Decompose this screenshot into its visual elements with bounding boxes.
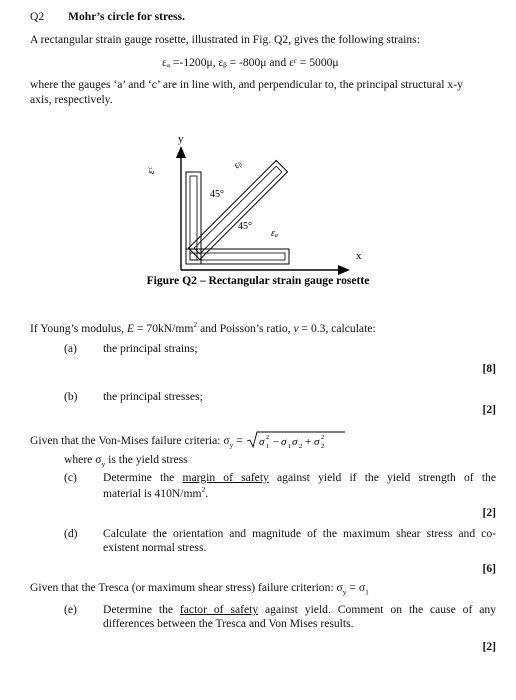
gauge-a-inner: [190, 253, 285, 260]
part-c-text-line2: material is 410N/mm: [103, 486, 202, 500]
part-d-line-2: existent normal stress.: [103, 541, 207, 554]
part-b-label: (b): [64, 390, 78, 403]
svg-text:2: 2: [298, 443, 302, 450]
part-e-line-1: [103, 603, 496, 616]
strain-c: εᶜ = 5000μ: [289, 56, 339, 69]
material-line: [30, 320, 376, 335]
svg-text:1: 1: [265, 443, 269, 450]
figure-caption: Figure Q2 – Rectangular strain gauge rosette: [146, 274, 370, 287]
von-mises-formula: [246, 430, 346, 450]
vm-where-sub: y: [101, 459, 106, 469]
part-c-text-post: against yield if the yield strength of the: [268, 471, 496, 484]
svg-text:σ: σ: [291, 436, 298, 448]
part-a-label: (a): [64, 342, 77, 355]
question-title: Mohr’s circle for stress.: [68, 10, 185, 23]
svg-text:1: 1: [287, 443, 291, 450]
poisson-symbol: ν: [293, 321, 299, 335]
part-e-line-2: differences between the Tresca and Von Mises results.: [103, 617, 354, 630]
vm-intro: Given that the Von-Mises failure criteria: σ: [30, 434, 230, 447]
part-d-label: (d): [64, 527, 78, 540]
svg-text:2: 2: [320, 443, 324, 450]
tresca-criterion: [30, 581, 369, 596]
factor-of-safety-term: factor of safety: [179, 603, 259, 616]
vm-where-2: is the yield stress: [105, 453, 188, 466]
description-line-1: where the gauges ‘a’ and ‘c’ are in line with, and perpendicular to, the principal structural x-y: [30, 78, 463, 91]
material-text-1: If Young’s modulus,: [30, 321, 127, 335]
gauge-b-inner: [194, 166, 282, 254]
vm-sub: y: [229, 440, 234, 450]
gauge-a-label: εₐ: [271, 228, 278, 239]
angle-label-1: 45°: [210, 189, 224, 200]
material-text-4: = 0.3, calculate:: [298, 321, 376, 335]
question-intro: A rectangular strain gauge rosette, illustrated in Fig. Q2, gives the following strains:: [30, 33, 420, 46]
svg-text:2: 2: [320, 434, 324, 441]
margin-of-safety-term: margin of safety: [182, 471, 269, 484]
strain-a: εₐ =-1200μ,: [162, 56, 216, 69]
tresca-sub: y: [342, 587, 347, 597]
question-number: Q2: [30, 10, 45, 23]
strain-b: εᵦ = -800μ: [218, 56, 267, 69]
vm-eq: =: [233, 434, 246, 447]
strain-values: [162, 56, 339, 69]
part-c-sup: 2: [201, 485, 206, 494]
part-d-line-1: Calculate the orientation and magnitude of the maximum shear stress and co-: [103, 527, 496, 540]
svg-text:σ: σ: [280, 436, 287, 448]
part-b-text: the principal stresses;: [103, 390, 203, 403]
tresca-sub-2: 1: [365, 587, 369, 597]
part-a-text: the principal strains;: [103, 342, 198, 355]
part-e-text-post: against yield. Comment on the cause of any: [258, 603, 496, 616]
part-c-text-pre: Determine the: [103, 471, 183, 484]
part-c-line-1: [103, 471, 496, 484]
part-c-label: (c): [64, 471, 77, 484]
part-c-text-end: .: [205, 486, 209, 500]
angle-label-2: 45°: [238, 221, 252, 232]
gauge-c-inner: [190, 176, 197, 260]
svg-text:2: 2: [265, 434, 269, 441]
yield-stress-note: [64, 453, 188, 468]
svg-text:σ: σ: [258, 436, 265, 448]
material-text-2: = 70kN/mm: [134, 321, 194, 335]
svg-text:+: +: [304, 436, 311, 448]
part-e-marks: [2]: [482, 640, 496, 653]
rosette-figure: [0, 118, 516, 388]
y-axis-arrow: [176, 146, 186, 158]
von-mises-criteria: [30, 430, 346, 450]
gauge-c-label: εᶜ: [146, 167, 157, 174]
material-text-3: and Poisson’s ratio,: [197, 321, 294, 335]
gauge-b-label: εᵦ: [231, 158, 245, 171]
part-c-marks: [2]: [482, 506, 496, 519]
material-sup: 2: [193, 320, 198, 329]
tresca-eq: = σ: [346, 581, 366, 594]
svg-text:−: −: [272, 436, 279, 448]
part-a-marks: [8]: [482, 362, 496, 375]
young-modulus-symbol: E: [126, 321, 135, 335]
tresca-intro: Given that the Tresca (or maximum shear stress) failure criterion: σ: [30, 581, 343, 594]
y-axis-label: y: [178, 133, 184, 145]
part-e-text-pre: Determine the: [103, 603, 180, 616]
strain-and: and: [269, 56, 287, 69]
gauge-c-outer: [186, 172, 201, 264]
part-b-marks: [2]: [482, 403, 496, 416]
vm-where: where σ: [64, 453, 102, 466]
gauge-b-outer: [189, 161, 288, 260]
part-c-line-2: [103, 485, 208, 500]
description-line-2: axis, respectively.: [30, 93, 113, 106]
x-axis-label: x: [356, 250, 362, 262]
part-d-marks: [6]: [482, 562, 496, 575]
part-e-label: (e): [64, 603, 77, 616]
svg-text:σ: σ: [313, 436, 320, 448]
